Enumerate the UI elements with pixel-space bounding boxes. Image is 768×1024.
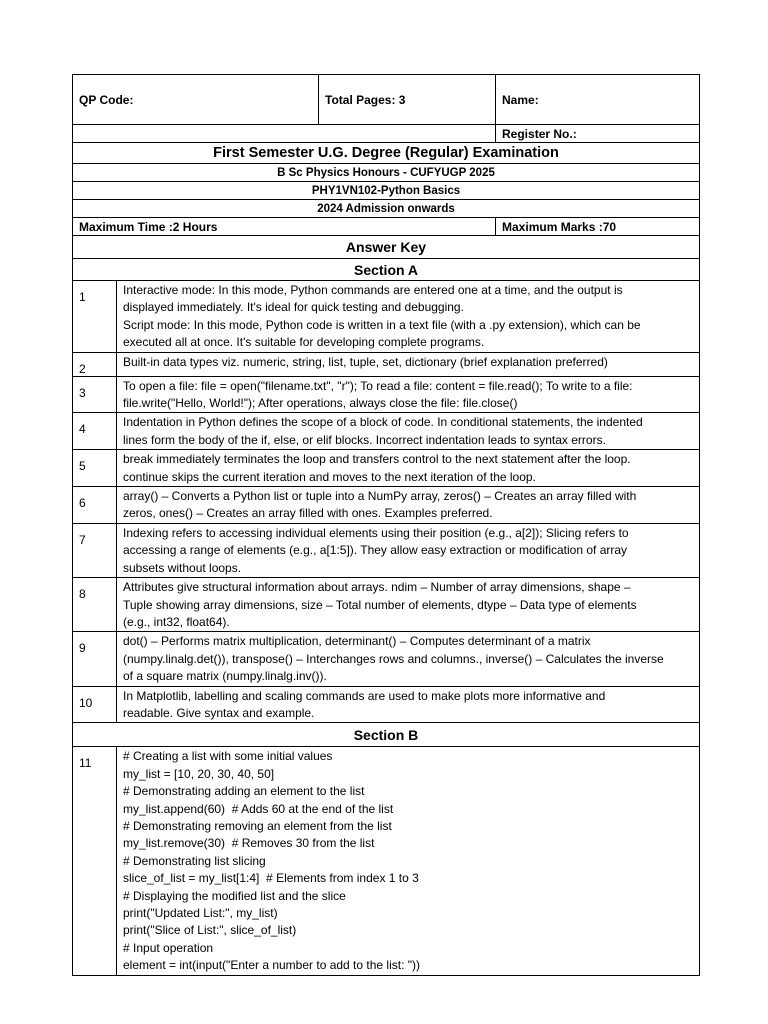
question-number: 7 bbox=[73, 523, 117, 577]
qp-code-label: QP Code: bbox=[73, 75, 319, 125]
max-marks: Maximum Marks :70 bbox=[496, 218, 700, 236]
section-b-title: Section B bbox=[73, 723, 700, 747]
answer-line: Indentation in Python defines the scope of a block of code. In conditional statements, the indented bbox=[123, 415, 643, 430]
answer-row bbox=[73, 376, 700, 413]
answer-row bbox=[73, 747, 700, 975]
question-number: 2 bbox=[73, 352, 117, 376]
exam-table bbox=[72, 74, 700, 976]
section-b-row bbox=[73, 723, 700, 747]
programme: B Sc Physics Honours - CUFYUGP 2025 bbox=[73, 164, 700, 182]
answer-line: In Matplotlib, labelling and scaling commands are used to make plots more informative and bbox=[123, 688, 606, 703]
answer-line: my_list = [10, 20, 30, 40, 50] bbox=[123, 766, 275, 781]
answer-line: accessing a range of elements (e.g., a[1:5]). They allow easy extraction or modification of array bbox=[123, 543, 628, 558]
total-pages-label: Total Pages: 3 bbox=[319, 75, 496, 125]
answer-line: # Displaying the modified list and the slice bbox=[123, 888, 346, 903]
answer-line: # Input operation bbox=[123, 940, 214, 955]
max-time: Maximum Time :2 Hours bbox=[73, 218, 496, 236]
admission: 2024 Admission onwards bbox=[73, 200, 700, 218]
answer-line: my_list.remove(30) # Removes 30 from the list bbox=[123, 836, 375, 851]
answer-text bbox=[117, 450, 700, 487]
question-number: 10 bbox=[73, 686, 117, 723]
answer-code bbox=[117, 747, 700, 975]
answer-line: slice_of_list = my_list[1:4] # Elements from index 1 to 3 bbox=[123, 871, 419, 886]
answer-text bbox=[117, 523, 700, 577]
answer-line: displayed immediately. It's ideal for quick testing and debugging. bbox=[123, 300, 464, 315]
question-number: 1 bbox=[73, 281, 117, 353]
answer-line: To open a file: file = open("filename.txt", "r"); To read a file: content = file.read(); To write to a file: bbox=[123, 378, 633, 393]
answer-line: break immediately terminates the loop and transfers control to the next statement after the loop. bbox=[123, 452, 631, 467]
answer-line: my_list.append(60) # Adds 60 at the end of the list bbox=[123, 801, 394, 816]
header-row bbox=[73, 75, 700, 125]
answer-row bbox=[73, 413, 700, 450]
answer-line: print("Updated List:", my_list) bbox=[123, 906, 278, 920]
section-a-title: Section A bbox=[73, 259, 700, 281]
name-label: Name: bbox=[496, 75, 700, 125]
answer-line: Tuple showing array dimensions, size – Total number of elements, dtype – Data type of elements bbox=[123, 597, 637, 612]
answer-row bbox=[73, 352, 700, 376]
answer-line: # Demonstrating removing an element from the list bbox=[123, 818, 392, 833]
answer-line: Built-in data types viz. numeric, string, list, tuple, set, dictionary (brief explanation preferred) bbox=[123, 354, 608, 369]
answer-line: file.write("Hello, World!"); After operations, always close the file: file.close() bbox=[123, 396, 518, 411]
answer-text bbox=[117, 352, 700, 376]
time-marks-row bbox=[73, 218, 700, 236]
programme-row bbox=[73, 164, 700, 182]
register-label: Register No.: bbox=[496, 125, 700, 143]
exam-title: First Semester U.G. Degree (Regular) Examination bbox=[73, 143, 700, 164]
answer-line: Interactive mode: In this mode, Python commands are entered one at a time, and the output is bbox=[123, 283, 623, 297]
answer-line: continue skips the current iteration and moves to the next iteration of the loop. bbox=[123, 469, 536, 484]
section-a-row bbox=[73, 259, 700, 281]
answer-line: print("Slice of List:", slice_of_list) bbox=[123, 923, 297, 938]
answer-line: Indexing refers to accessing individual elements using their position (e.g., a[2]); Slicing refers to bbox=[123, 525, 629, 540]
question-number: 6 bbox=[73, 487, 117, 524]
answer-line: element = int(input("Enter a number to add to the list: ")) bbox=[123, 958, 420, 973]
answer-text bbox=[117, 578, 700, 632]
answer-row bbox=[73, 686, 700, 723]
answer-line: of a square matrix (numpy.linalg.inv()). bbox=[123, 669, 327, 684]
answer-line: dot() – Performs matrix multiplication, determinant() – Computes determinant of a matrix bbox=[123, 634, 591, 649]
answer-text bbox=[117, 686, 700, 723]
answer-line: array() – Converts a Python list or tuple into a NumPy array, zeros() – Creates an array filled with bbox=[123, 489, 637, 504]
answer-row bbox=[73, 523, 700, 577]
answer-row bbox=[73, 632, 700, 686]
register-blank bbox=[73, 125, 496, 143]
answer-row bbox=[73, 450, 700, 487]
exam-title-row bbox=[73, 143, 700, 164]
answer-line: subsets without loops. bbox=[123, 560, 242, 575]
answer-line: (numpy.linalg.det()), transpose() – Interchanges rows and columns., inverse() – Calculates the inverse bbox=[123, 651, 664, 666]
answer-line: readable. Give syntax and example. bbox=[123, 705, 315, 720]
admission-row bbox=[73, 200, 700, 218]
question-number: 9 bbox=[73, 632, 117, 686]
answer-text bbox=[117, 376, 700, 413]
course-row bbox=[73, 182, 700, 200]
answer-line: zeros, ones() – Creates an array filled with ones. Examples preferred. bbox=[123, 506, 493, 521]
answer-text bbox=[117, 632, 700, 686]
register-row bbox=[73, 125, 700, 143]
answer-row bbox=[73, 281, 700, 353]
question-number: 3 bbox=[73, 376, 117, 413]
answer-line: # Demonstrating adding an element to the list bbox=[123, 784, 365, 799]
answer-key-row bbox=[73, 236, 700, 259]
answer-row bbox=[73, 487, 700, 524]
answer-line: lines form the body of the if, else, or elif blocks. Incorrect indentation leads to syntax errors. bbox=[123, 432, 606, 447]
answer-line: executed all at once. It's suitable for developing complete programs. bbox=[123, 335, 485, 350]
answer-text bbox=[117, 413, 700, 450]
course: PHY1VN102-Python Basics bbox=[73, 182, 700, 200]
answer-line: (e.g., int32, float64). bbox=[123, 614, 230, 629]
answer-line: # Demonstrating list slicing bbox=[123, 853, 266, 868]
answer-key-title: Answer Key bbox=[73, 236, 700, 259]
question-number: 11 bbox=[73, 747, 117, 975]
question-number: 4 bbox=[73, 413, 117, 450]
question-number: 8 bbox=[73, 578, 117, 632]
question-number: 5 bbox=[73, 450, 117, 487]
answer-row bbox=[73, 578, 700, 632]
answer-line: Script mode: In this mode, Python code is written in a text file (with a .py extension), which can be bbox=[123, 317, 641, 332]
answer-line: # Creating a list with some initial values bbox=[123, 749, 333, 764]
answer-text bbox=[117, 281, 700, 353]
answer-key-sheet bbox=[72, 74, 699, 976]
answer-text bbox=[117, 487, 700, 524]
answer-line: Attributes give structural information about arrays. ndim – Number of array dimensions, shape – bbox=[123, 580, 631, 595]
